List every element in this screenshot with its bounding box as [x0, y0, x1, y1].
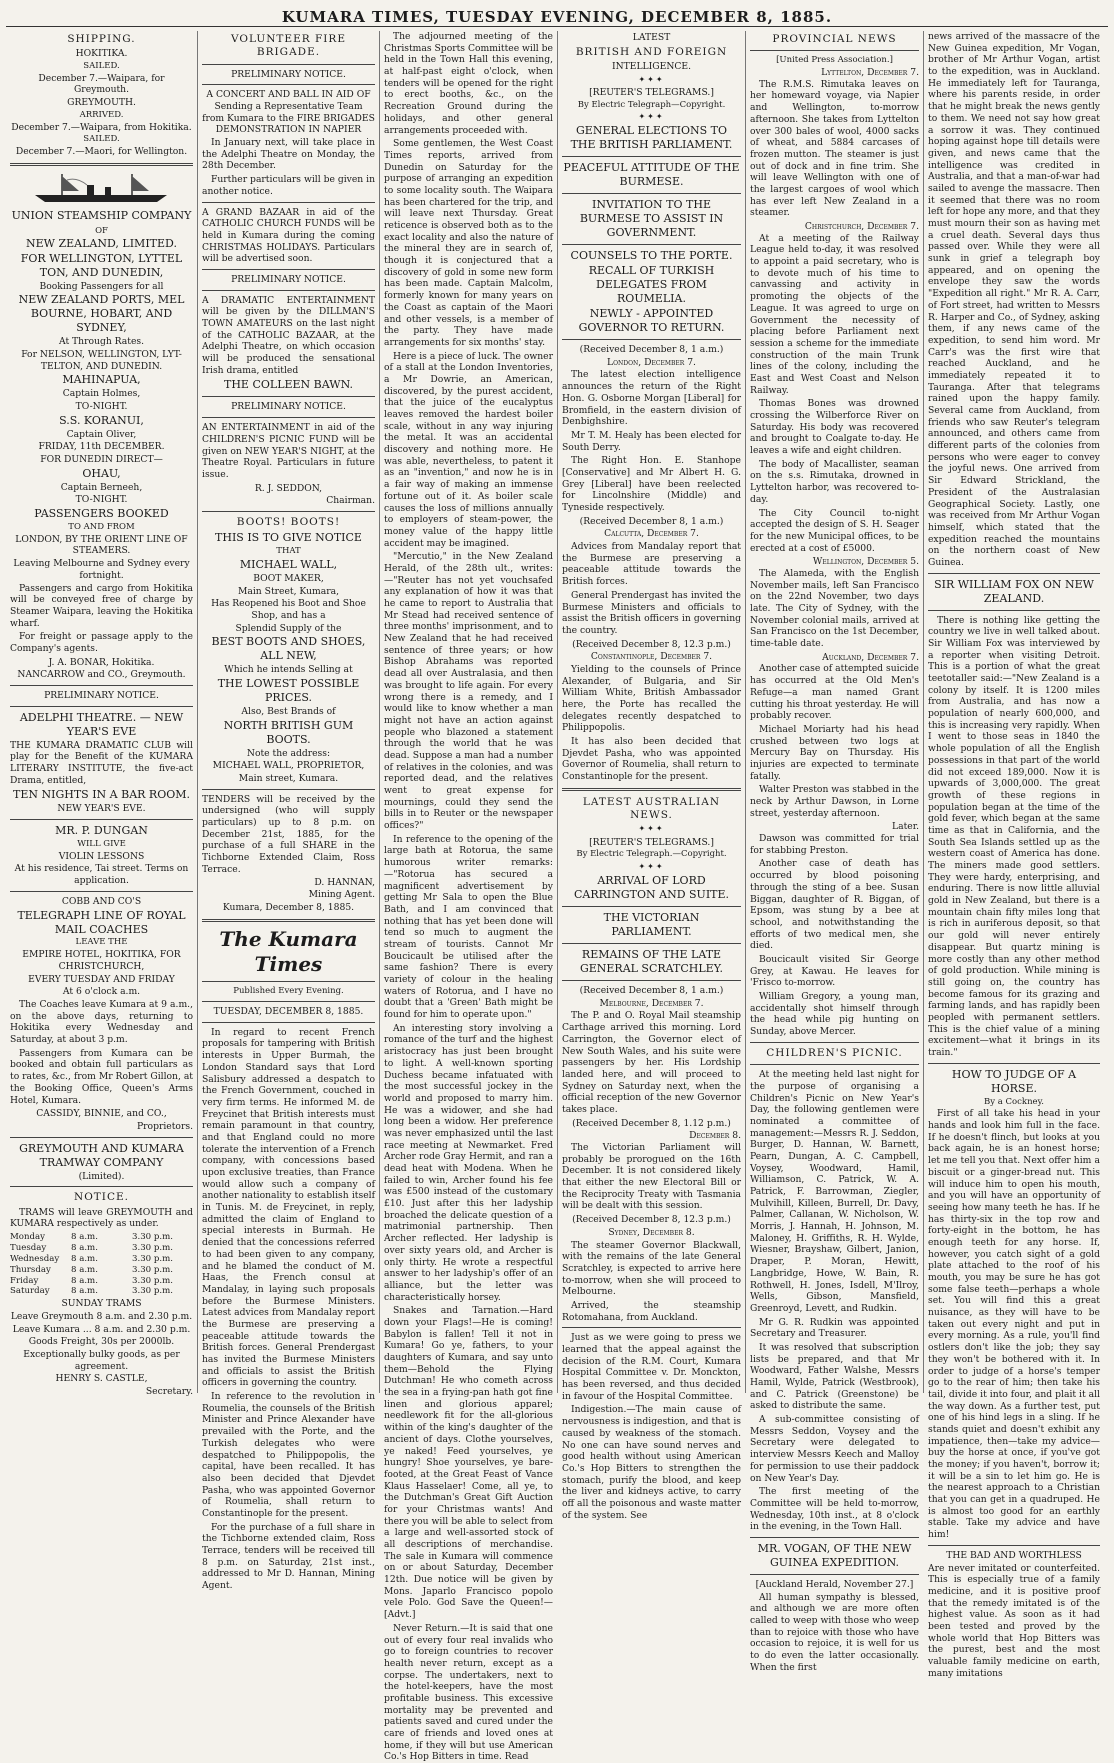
route-heading: For NELSON, WELLINGTON, LYT- TELTON, AND DUNEDIN.	[21, 348, 182, 372]
divider	[202, 64, 375, 65]
cargo-notice: Passengers and cargo from Hokitika will be conveyed free of charge by Steamer Waipara, leaving the Hokitika wharf.	[10, 582, 193, 629]
boot-maker: BOOT MAKER,	[253, 572, 324, 584]
news-paragraph: Advices from Mandalay report that the Burmese are preserving a peaceable attitude towards the British forces.	[562, 541, 741, 588]
divider	[202, 1022, 375, 1023]
horse-heading: HOW TO JUDGE OF A HORSE.	[951, 1067, 1077, 1095]
headline: GENERAL ELECTIONS TO THE BRITISH PARLIAMENT.	[570, 124, 733, 152]
hannan-name: D. HANNAN,	[314, 877, 375, 889]
ship-name: S.S. KORANUI,	[59, 413, 144, 427]
headline: REMAINS OF THE LATE GENERAL SCRATCHLEY.	[579, 948, 724, 976]
editorial-paragraph: In regard to recent French proposals for tampering with British interests in Upper Burmah, the London Standard says that Lord Salisbury addressed a despatch to the French Government, couched in very firm terms. He informed M. de Freycinet that British interests must remain paramount in that country, and that England could no more tolerate the intervention of a French company, with concessions based upon exclusive treaties, than France would allow such a company of another nationality to establish itself in Tunis. M. de Freycinet, in reply, admitted the claim of England to special interests in Burmah. He denied that the concessions referred to had been given to any company, and he blamed the conduct of M. Haas, the French consul at Mandalay, in laying such proposals before the Burmese Ministers. Latest advices from Mandalay report the Burmese are preserving a peaceable attitude towards the British forces. General Prendergast has invited the Burmese Ministers and officials to assist the British officers in governing the country.	[202, 1026, 375, 1389]
news-paragraph: All human sympathy is blessed, and although we are more often called to weep with those who weep than to rejoice with those who have occasion to rejoice, it is well for us to do even the latter occasionally. When the first	[750, 1591, 919, 1673]
divider	[10, 685, 193, 686]
divider	[202, 511, 375, 512]
news-paragraph: Boucicault visited Sir George Grey, at Kawau. He leaves for 'Frisco to-morrow.	[750, 953, 919, 989]
colleen-bawn: THE COLLEEN BAWN.	[224, 378, 353, 392]
masthead: KUMARA TIMES, TUESDAY EVENING, DECEMBER 8, 1885.	[6, 8, 1108, 27]
news-paragraph: The steamer Governor Blackwall, with the remains of the late General Scratchley, is expected to arrive here to-morrow, when she will proceed to Melbourne.	[562, 1239, 741, 1298]
received-line: (Received December 8, 12.3 p.m.)	[572, 638, 731, 650]
coaches-text: The Coaches leave Kumara at 9 a.m., on the above days, returning to Hokitika every Wednesday and Saturday, at about 3 p.m.	[10, 999, 193, 1046]
news-paragraph: General Prendergast has invited the Burmese Ministers and officials to assist the British officers in governing the country.	[562, 589, 741, 636]
news-paragraph: The R.M.S. Rimutaka leaves on her homeward voyage, via Napier and Wellington, to-morrow afternoon. She takes from Lyttelton over 300 bales of wool, 4000 sacks of wheat, and 5884 carcases of frozen mutton. The steamer is just out of dock and in fine trim. She will leave Wellington with one of the largest cargoes of wool which has ever left New Zealand in a steamer.	[750, 78, 919, 219]
divider	[562, 943, 741, 944]
divider	[10, 163, 193, 166]
news-paragraph: The Alameda, with the English November mails, left San Francisco on the 22nd November, two days late. The City of Sydney, with the November colonial mails, arrived at San Francisco on the 1st December, time-table date.	[750, 567, 919, 650]
divider	[10, 819, 193, 820]
orient-line: LONDON, BY THE ORIENT LINE OF STEAMERS.	[15, 533, 188, 557]
divider	[202, 981, 375, 982]
timetable-row: Thursday 8 a.m. 3.30 p.m.	[10, 1264, 173, 1275]
headline: NEWLY - APPOINTED GOVERNOR TO RETURN.	[578, 307, 725, 335]
intelligence-heading: INTELLIGENCE.	[611, 61, 692, 73]
fox-heading: SIR WILLIAM FOX ON NEW ZEALAND.	[934, 577, 1094, 605]
article-paragraph: The adjourned meeting of the Christmas Sports Committee will be held in the Town Hall this evening, at half-past eight o'clock, when tenders will be opened for the right to erect booths, &c., on the Recreation Ground during the holidays, and other general arrangements proceeded with.	[384, 31, 553, 136]
secretary: Secretary.	[145, 1386, 193, 1398]
sailed-label: SAILED.	[83, 61, 120, 72]
divider	[10, 1137, 193, 1138]
north-british: NORTH BRITISH GUM BOOTS.	[223, 718, 354, 746]
timetable-row: Wednesday 8 a.m. 3.30 p.m.	[10, 1253, 173, 1264]
copyright-line: By Electric Telegraph—Copyright.	[577, 99, 726, 110]
residence: At his residence, Tai street. Terms on application.	[14, 863, 189, 887]
union-steamship-title: UNION STEAMSHIP COMPANY OF NEW ZEALAND, LIMITED.	[11, 208, 192, 250]
sailed-label: SAILED.	[83, 134, 120, 145]
preliminary-notice: PRELIMINARY NOTICE.	[231, 68, 346, 80]
new-years-eve: NEW YEAR'S EVE.	[57, 803, 146, 815]
dateline: December 8.	[689, 1130, 741, 1142]
press-association: [United Press Association.]	[776, 55, 893, 66]
captain: Captain Oliver,	[66, 428, 137, 440]
passengers-booked: PASSENGERS BOOKED	[34, 507, 169, 521]
divider	[202, 789, 375, 790]
preliminary-notice: PRELIMINARY NOTICE.	[44, 690, 159, 702]
dateline: Melbourne, December 7.	[599, 997, 704, 1009]
freight-notice: For freight or passage apply to the Company's agents.	[10, 631, 193, 654]
news-paragraph: The first meeting of the Committee will be held to-morrow, Wednesday, 10th inst., at 8 o'clock in the evening, in the Town Hall.	[750, 1486, 919, 1533]
dateline: London, December 7.	[607, 356, 696, 368]
concert-ad: A CONCERT AND BALL IN AID OF Sending a Representative Team from Kumara to the FIRE BRIGADES DEMONSTRATION IN NAPIER	[202, 89, 375, 136]
kumara-date: Kumara, December 8, 1885.	[222, 901, 355, 913]
news-paragraph: There is nothing like getting the country we live in well talked about. Sir William Fox was interviewed by a reporter when visiting Detroit. This is a portion of what the great teetotaller said:—"New Zealand is a colony by itself. It is 1200 miles from Australia, and has now a population of nearly 600,000, and this is increasing very rapidly. When I went to those seas in 1840 the whole population of all the English possessions in that part of the world did not exceed 189,000. Now it is upwards of 3,000,000. The great growth of these regions in population began at the time of the gold fever, which began at the same time as that in California, and the South Sea Islands settled up as the western coast of America has done. The miners made good settlers. They were hardy, enterprising, and enduring. There is now little alluvial gold in New Zealand, but there is a mountain chain fifty miles long that is rich in auriferous deposit, so that our gold will never entirely disappear. But quartz mining is more costly than any other method of gold production. While mining is still going on, the country has become famous for its grazing and farming lands, and has rapidly been peopled with permanent settlers. This is the chief value of a mining excitement—what it brings in its train."	[928, 614, 1100, 1058]
newspaper-nameplate: The Kumara Times	[219, 926, 358, 976]
timetable-row: Monday 8 a.m. 3.30 p.m.	[10, 1231, 173, 1242]
dateline: Christchurch, December 7.	[804, 221, 919, 233]
that-label: THAT	[276, 546, 301, 557]
divider	[202, 269, 375, 270]
news-paragraph: William Gregory, a young man, accidentally shot himself through the head while pig hunting on Sunday, above Mercer.	[750, 991, 919, 1038]
divider	[750, 50, 919, 51]
article-paragraph: In reference to the opening of the large bath at Rotorua, the same humorous writer remarks:—"Rotorua has secured a magnificent advertisement by getting Mr Sala to open the Blue Bath, and I am convinced that nothing that has yet been done will tend so much to augment the stream of tourists. Cannot Mr Boucicault be utilised after the same fashion? There is every variety of colour in the healing waters of Rotorua, and I have no doubt that a 'Green' Bath might be found for him to operate upon."	[384, 833, 553, 1021]
castle-name: HENRY S. CASTLE,	[55, 1373, 148, 1385]
cobb-title: COBB AND CO'S	[61, 895, 142, 907]
sunday-kumara: Leave Kumara ... 8 a.m. and 2.30 p.m.	[12, 1323, 191, 1335]
news-paragraph: At the meeting held last night for the purpose of organising a Children's Picnic on New Year's Day, the following gentlemen were nominated a committee of management:—Messrs R. J. Seddon, Burger, D. Hannan, W. Barnett, Pearn, Dungan, A. C. Campbell, Voysey, Woodward, Hamil, Williamson, C. Patrick, W. A. Patrick, F. Barrowman, Ziegler, Mulvihill, Killeen, Burrell, Dr. Davy, Palmer, Callanan, W. Nicholson, W. Morris, J. Hannah, H. Johnson, M. Maloney, H. Griffiths, R. H. Wylde, Wiesner, Brayshaw, Gilbert, Janion, Draper, P. Moran, Hewitt, Langbridge, Howe, W. Bain, R. Rothwell, H. Jones, Isdell, M'Ilroy, Wells, Gibson, Mansfield, Greenroyd, Levett, and Rudkin.	[750, 1069, 919, 1314]
news-paragraph: Are never imitated or counterfeited. This is especially true of a family medicine, and it is positive proof that the remedy imitated is of the highest value. As soon as it had been tested and proved by the whole world that Hop Bitters was the purest, best and the most valuable family medicine on earth, many imitations	[928, 1562, 1100, 1679]
tramway-title: GREYMOUTH AND KUMARA TRAMWAY COMPANY	[19, 1141, 184, 1169]
divider	[750, 1042, 919, 1043]
sunday-trams: SUNDAY TRAMS	[61, 1298, 142, 1310]
port-greymouth: GREYMOUTH.	[67, 97, 136, 109]
vogan-heading: MR. VOGAN, OF THE NEW GUINEA EXPEDITION.	[757, 1541, 912, 1569]
news-paragraph: Thomas Bones was drowned crossing the Wilberforce River on Saturday. His body was recovered and brought to Coalgate to-day. He leaves a wife and eight children.	[750, 398, 919, 457]
dateline: Lyttelton, December 7.	[821, 67, 919, 79]
dateline: Calcutta, December 7.	[604, 528, 699, 540]
divider	[562, 980, 741, 981]
divider	[750, 1064, 919, 1065]
news-paragraph: It has also been decided that Djevdet Pasha, who was appointed Governor of Roumelia, shall return to Constantinople for the present.	[562, 736, 741, 783]
received-line: (Received December 8, 1 a.m.)	[579, 344, 724, 356]
shipping-heading: SHIPPING.	[67, 33, 136, 45]
divider	[202, 396, 375, 397]
trams-text: TRAMS will leave GREYMOUTH and KUMARA respectively as under.	[10, 1206, 193, 1230]
ornament: ✦✦✦	[638, 862, 665, 872]
empire-hotel: EMPIRE HOTEL, HOKITIKA, FOR CHRISTCHURCH,	[22, 949, 181, 972]
ornament: ✦✦✦	[638, 74, 665, 84]
received-line: (Received December 8, 1 a.m.)	[579, 515, 724, 527]
news-paragraph: Mr G. R. Rudkin was appointed Secretary and Treasurer.	[750, 1316, 919, 1340]
headline: PEACEFUL ATTITUDE OF THE BURMESE.	[563, 161, 740, 189]
will-give: WILL GIVE	[77, 839, 126, 850]
booking-text: Booking Passengers for all	[39, 280, 164, 292]
divider	[750, 1537, 919, 1538]
article-paragraph: Snakes and Tarnation.—Hard down your Flags!—He is coming! Babylon is fallen! Tell it not in Kumara! Go ye, fathers, to your daughters of Kumara, and say unto them—Behold the Flying Dutchman! He who cometh across the sea in a frying-pan hath got fine linen and glorious apparel; needlework fit for the all-glorious within of the king's daughter of the ancient of days. Clothe yourselves, ye naked! Feed yourselves, ye hungry! Shoe yourselves, ye bare-footed, at the Great Feast of Vance Klaus Hasselaer! Come, all ye, to the Dutchman's Great Gift Auction for your Christmas wants! And there you will be able to select from a large and well-assorted stock of all descriptions of merchandise. The sale in Kumara will commence on or about Saturday, December 12th. Due notice will be given by Mons. Japarlo Francisco popolo vele Polo. God Save the Queen!—[Advt.]	[384, 1305, 553, 1621]
news-paragraph: The body of Macallister, seaman on the s.s. Rimutaka, drowned in Lyttelton harbor, was recovered to-day.	[750, 458, 919, 505]
divider	[562, 339, 741, 340]
seddon-name: R. J. SEDDON,	[254, 482, 323, 494]
dateline: Sydney, December 8.	[608, 1226, 695, 1238]
volunteer-heading: VOLUNTEER FIRE BRIGADE.	[230, 33, 347, 59]
divider	[202, 84, 375, 85]
editorial-paragraph: In reference to the revolution in Roumelia, the counsels of the British Minister and Prince Alexander have prevailed with the Porte, and the Turkish delegates who were despatched to Philippopolis, the capital, have been recalled. It has also been decided that Djevdet Pasha, who was appointed Governor of Roumelia, shall return to Constantinople for the present.	[202, 1391, 375, 1519]
divider	[562, 193, 741, 194]
divider	[202, 1001, 375, 1002]
news-paragraph: The City Council to-night accepted the design of S. H. Seager for the new Municipal offices, to be erected at a cost of £5000.	[750, 507, 919, 554]
passengers-from-text: Passengers from Kumara can be booked and obtain full particulars as to rates, &c., from Mr Robert Gillon, at the Booking Office, Queen's Arms Hotel, Kumara.	[10, 1047, 193, 1106]
ornament: ✦✦✦	[638, 112, 665, 122]
divider	[562, 906, 741, 907]
bad-worthless-heading: THE BAD AND WORTHLESS	[946, 1549, 1082, 1561]
british-foreign-heading: BRITISH AND FOREIGN	[575, 45, 728, 58]
news-paragraph: Another case of attempted suicide has occurred at the Old Men's Refuge—a man named Grant cutting his throat yesterday. He will probably recover.	[750, 663, 919, 722]
news-paragraph: The Victorian Parliament will probably be prorogued on the 16th December. It is not considered likely that either the new Electoral Bill or the Reciprocity Treaty with Tasmania will be dealt with this session.	[562, 1142, 741, 1212]
shipping-entry: December 7.—Waipara, from Hokitika.	[11, 121, 192, 133]
six-oclock: At 6 o'clock a.m.	[62, 986, 141, 998]
latest-label: LATEST	[632, 32, 671, 43]
limited: (Limited).	[78, 1170, 125, 1182]
divider	[10, 891, 193, 892]
news-paragraph: Indigestion.—The main cause of nervousness is indigestion, and that is caused by weakness of the stomach. No one can have sound nerves and good health without using American Co.'s Hop Bitters to strengthen the stomach, purify the blood, and keep the liver and kidneys active, to carry off all the poisonous and waste matter of the system. See	[562, 1404, 741, 1521]
received-line: (Received December 8, 1.12 p.m.)	[572, 1117, 731, 1129]
violin-lessons: VIOLIN LESSONS	[58, 850, 145, 862]
latest-australian-heading: LATEST AUSTRALIAN NEWS.	[582, 795, 721, 822]
main-street: Main Street, Kumara,	[237, 585, 339, 597]
childrens-picnic-heading: CHILDREN'S PICNIC.	[766, 1046, 903, 1059]
provincial-news-heading: PROVINCIAL NEWS	[772, 33, 897, 45]
news-paragraph: Michael Moriarty had his head crushed between two logs at Mercury Bay on Thursday. His injuries are expected to terminate fatally.	[750, 723, 919, 782]
column-3	[380, 31, 558, 1763]
michael-wall: MICHAEL WALL,	[239, 558, 338, 572]
bazaar-ad: A GRAND BAZAAR in aid of the CATHOLIC CHURCH FUNDS will be held in Kumara during the coming CHRISTMAS HOLIDAYS. Particulars will be advertised soon.	[202, 206, 375, 265]
shipping-entry: December 7.—Waipara, for Greymouth.	[38, 72, 165, 96]
timetable-row: Tuesday 8 a.m. 3.30 p.m.	[10, 1242, 173, 1253]
further-text: Further particulars will be given in another notice.	[202, 174, 375, 197]
agent-nancarrow: NANCARROW and CO., Greymouth.	[17, 669, 186, 681]
dateline: Wellington, December 5.	[812, 556, 919, 568]
dramatic-club-ad: THE KUMARA DRAMATIC CLUB will play for the Benefit of the KUMARA LITERARY INSTITUTE, the five-act Drama, entitled,	[10, 739, 193, 786]
note-address: Note the address:	[246, 747, 331, 759]
columns	[6, 31, 1108, 1763]
article-paragraph: "Mercutio," in the New Zealand Herald, of the 28th ult., writes:—"Reuter has not yet vouchsafed any explanation of how it was that he came to report to Australia that Mr Stead had received sentence of three months' imprisonment, and to New Zealand that he had received sentence of three years; or how Bishop Abrahams was reported dead all over Australasia, and then was brought to life again. For every wrong there is a remedy, and I would like to know whether a man might not have an action against people who blazoned a statement through the world that he was dead. Suppose a man had a number of relatives in the colonies, and was reported dead, and the relatives went to great expense for mournings, could they send the bills in to Reuter or the newspaper offices?"	[384, 551, 553, 832]
sunday-greymouth: Leave Greymouth 8 a.m. and 2.30 p.m.	[10, 1311, 193, 1323]
divider	[562, 1327, 741, 1328]
divider	[928, 610, 1100, 611]
column-6	[924, 31, 1104, 1679]
port-hokitika: HOKITIKA.	[75, 48, 128, 60]
news-paragraph: Walter Preston was stabbed in the neck by Arthur Dawson, in Lorne street, yesterday afternoon.	[750, 784, 919, 819]
news-paragraph: A sub-committee consisting of Messrs Seddon, Voysey and the Secretary were delegated to interview Messrs Keech and Malloy for permission to use their paddock on New Year's Day.	[750, 1414, 919, 1484]
wall-proprietor: MICHAEL WALL, PROPRIETOR,	[212, 760, 365, 772]
copyright-line: By Electric Telegraph.—Copyright.	[576, 849, 727, 860]
ornament: ✦✦✦	[638, 824, 665, 834]
telegraph-line: TELEGRAPH LINE OF ROYAL MAIL COACHES	[17, 908, 186, 936]
news-paragraph: At a meeting of the Railway League held to-day, it was resolved to appoint a paid secretary, who is to devote much of his time to canvassing and activity in promoting the objects of the League. It was agreed to urge on Government the necessity of placing before Parliament next session a scheme for the immediate construction of the main Trunk lines of the colony, including the East and West Coast and Nelson Railway.	[750, 232, 919, 396]
headline: RECALL OF TURKISH DELEGATES FROM ROUMELIA.	[588, 264, 715, 306]
january-text: In January next, will take place in the Adelphi Theatre on Monday, the 28th December.	[202, 137, 375, 172]
departure: TO-NIGHT.	[75, 400, 128, 412]
article-paragraph: An interesting story involving a romance of the turf and the highest aristocracy has just been brought to light. A well-known sporting Duchess became infatuated with the most successful jockey in the world and proposed to marry him. He was a widower, and she had long been a widow. Her preference was never emphasized until the last race meeting at Newmarket. Fred Archer rode Gray Hermit, and ran a dead heat with Modena. When he failed to win, Archer found his fee was £500 instead of the customary £10. Just after this her ladyship broached the delicate question of a matrimonial partnership. Then Archer reflected. Her ladyship is over sixty years old, and Archer is only thirty. He wrote a respectful answer to her ladyship's offer of an alliance, but the letter was characteristically horsey.	[384, 1022, 553, 1303]
later-label: Later.	[891, 821, 919, 833]
byline: By a Cockney.	[984, 1096, 1044, 1107]
divider	[928, 573, 1100, 574]
timetable-row: Saturday 8 a.m. 3.30 p.m.	[10, 1286, 173, 1297]
leave-the: LEAVE THE	[75, 937, 128, 948]
divider	[562, 244, 741, 245]
nz-ports: NEW ZEALAND PORTS, MEL BOURNE, HOBART, AND SYDNEY,	[18, 293, 185, 335]
notice-heading: NOTICE.	[74, 1191, 129, 1204]
news-paragraph: Yielding to the counsels of Prince Alexander, of Bulgaria, and Sir William White, British Ambassador here, the Porte has recalled the delegates recently despatched to Philippopolis.	[562, 663, 741, 734]
give-notice: THIS IS TO GIVE NOTICE	[215, 531, 362, 545]
ship-name: MAHINAPUA,	[62, 373, 141, 387]
news-paragraph: The latest election intelligence announces the return of the Right Hon. G. Osborne Morgan [Liberal] for Bromfield, in the eastern division of Denbighshire.	[562, 369, 741, 428]
headline: THE VICTORIAN PARLIAMENT.	[603, 911, 700, 939]
ten-nights-title: TEN NIGHTS IN A BAR ROOM.	[13, 788, 190, 802]
divider	[928, 1545, 1100, 1546]
column-2	[198, 31, 380, 1592]
news-paragraph: Arrived, the steamship Rotomahana, from Auckland.	[562, 1299, 741, 1323]
also-brands: Also, Best Brands of	[241, 705, 336, 717]
reopened-text: Has Reopened his Boot and Shoe Shop, and has a	[211, 598, 366, 622]
dateline: Auckland, December 7.	[822, 651, 919, 663]
issue-date: TUESDAY, DECEMBER 8, 1885.	[213, 1006, 364, 1018]
route-heading: FOR WELLINGTON, LYTTEL TON, AND DUNEDIN,	[20, 251, 183, 279]
arrived-label: ARRIVED.	[79, 109, 124, 120]
divider	[750, 1574, 919, 1575]
leaving-fortnight: Leaving Melbourne and Sydney every fortnight.	[13, 558, 190, 581]
timetable-row: Friday 8 a.m. 3.30 p.m.	[10, 1275, 173, 1286]
divider	[10, 706, 193, 707]
news-paragraph: Mr T. M. Healy has been elected for South Derry.	[562, 429, 741, 453]
chairman: Chairman.	[326, 495, 375, 507]
headline: ARRIVAL OF LORD CARRINGTON AND SUITE.	[573, 874, 730, 902]
lowest-prices: THE LOWEST POSSIBLE PRICES.	[217, 677, 360, 705]
received-line: (Received December 8, 1 a.m.)	[579, 985, 724, 997]
column-5	[746, 31, 924, 1673]
news-paragraph: The P. and O. Royal Mail steamship Carthage arrived this morning. Lord Carrington, the Governor elect of New South Wales, and his suite were passengers by her. His Lordship landed here, and will proceed to Sydney on Saturday next, when the official reception of the new Governor takes place.	[562, 1010, 741, 1115]
preliminary-notice: PRELIMINARY NOTICE.	[231, 401, 346, 413]
divider	[928, 1063, 1100, 1064]
reuters-telegrams: [REUTER'S TELEGRAMS.]	[589, 836, 714, 848]
proprietors: Proprietors.	[136, 1120, 193, 1132]
article-paragraph: Here is a piece of luck. The owner of a stall at the London Inventories, a Mr Dowrie, an American, discovered, by the purest accident, that the juice of the eucalyptus leaves removed the hardest boiler scale, without in any way injuring the metal. It was an accidental discovery and nothing more. He was able, nevertheless, to patent it as an "invention," and now he is in a fair way of making an immense fortune out of it. As boiler scale causes the loss of millions annually to employers of steam-power, the money value of the happy little accident may be imagined.	[384, 350, 553, 549]
best-boots: BEST BOOTS AND SHOES, ALL NEW,	[211, 635, 366, 663]
shipping-entry: December 7.—Maori, for Wellington.	[15, 146, 188, 158]
divider	[562, 788, 741, 791]
news-paragraph: It was resolved that subscription lists be prepared, and that Mr Woodward, Father Walshe, Messrs Hamil, Wylde, Patrick (Westbrook), and C. Patrick (Greenstone) be asked to distribute the same.	[750, 1341, 919, 1412]
headline: INVITATION TO THE BURMESE TO ASSIST IN GOVERNMENT.	[579, 198, 724, 240]
adelphi-heading: ADELPHI THEATRE. — NEW YEAR'S EVE	[19, 710, 184, 738]
received-line: (Received December 8, 12.3 p.m.)	[572, 1214, 731, 1226]
published-every-evening: Published Every Evening.	[233, 986, 344, 997]
headline: COUNSELS TO THE PORTE.	[570, 249, 733, 263]
dramatic-entertainment-ad: A DRAMATIC ENTERTAINMENT will be given by the DILLMAN'S TOWN AMATEURS on the last night of the CATHOLIC BAZAAR, at the Adelphi Theatre, on which occasion will be produced the sensational Irish drama, entitled	[202, 294, 375, 376]
dungan-name: MR. P. DUNGAN	[55, 824, 148, 838]
through-rates: At Through Rates.	[58, 336, 145, 348]
divider	[202, 290, 375, 291]
news-paragraph: The Right Hon. E. Stanhope [Conservative] and Mr Albert H. G. Grey [Liberal] have been reelected for Lincolnshire (Middle) and Tyneside respectively.	[562, 455, 741, 514]
reuters-telegrams: [REUTER'S TELEGRAMS.]	[589, 86, 714, 98]
editorial-paragraph: For the purchase of a full share in the Tichborne extended claim, Ross Terrace, tenders will be received till 8 p.m. on Saturday, 21st inst., addressed to Mr D. Hannan, Mining Agent.	[202, 1521, 375, 1592]
news-paragraph: Just as we were going to press we learned that the appeal against the decision of the R.M. Court, Kumara Hospital Committee v. Dr. Monckton, has been reversed, and thus decided in favour of the Hospital Committee.	[562, 1332, 741, 1402]
article-paragraph: Never Return.—It is said that one out of every four real invalids who go to foreign countries to recover health never return, except as a corpse. The undertakers, next to the hotel-keepers, have the most profitable business. This excessive mortality may be prevented and patients saved and cured under the care of friends and loved ones at home, if they will but use American Co.'s Hop Bitters in time. Read	[384, 1622, 553, 1763]
divider	[202, 919, 375, 922]
route-heading: FOR DUNEDIN DIRECT—	[40, 453, 163, 465]
column-1	[6, 31, 198, 1398]
preliminary-notice: PRELIMINARY NOTICE.	[231, 273, 346, 285]
news-paragraph: news arrived of the massacre of the New Guinea expedition, Mr Vogan, brother of Mr Arthur Vogan, artist to the expedition, was in Auckland. He immediately left for Tauranga, where his parents reside, in order that he might break the news gently to them. We need not say how great a sorrow it was. They continued hoping against hope till details were given, and news came that the intelligence was credited in Australia, and that a man-of-war had sailed to avenge the massacre. Then it seemed that there was no room left for hope any more, and that they must mourn their son as having met a cruel death. Several days thus passed over. While they were all sunk in grief a telegraph boy appeared, and on opening the envelope they saw the words "Expedition all right." Mr R. A. Carr, of Fort street, had written to Messrs R. Harper and Co., of Sydney, asking them, if any news came of the expedition, to send him word. Mr Carr's was the first wire that reached Auckland, and he immediately repeated it to Tauranga. After that telegrams rained upon the happy family. Several came from Auckland, from friends who saw Reuter's telegram announced, and others came from different parts of the colonies from persons who were eager to convey the joyful news. One arrived from Sir Edward Strickland, the President of the Australasian Geographical Society. Lastly, one was received from Mr Arthur Vogan himself, which stated that the expedition reached the mountains on the northern coast of New Guinea.	[928, 31, 1100, 568]
divider	[202, 202, 375, 203]
article-paragraph: Some gentlemen, the West Coast Times reports, arrived from Dunedin on Saturday for the purpose of arranging an expedition to some locality south. The Waipara has been chartered for the trip, and will leave next Thursday. Great reticence is observed both as to the exact locality and also the nature of the mineral they are in search of, though it is conjectured that a discovery of gold in some new form has been made. Captain Malcolm, formerly known for many years on the Coast as captain of the Maori and other vessels, is a member of the party. They have made arrangements for six months' stay.	[384, 138, 553, 348]
news-paragraph: Dawson was committed for trial for stabbing Preston.	[750, 833, 919, 856]
to-and-from: TO AND FROM	[68, 521, 135, 532]
cassidy: CASSIDY, BINNIE, and CO.,	[36, 1108, 167, 1120]
mining-agent: Mining Agent.	[308, 889, 375, 901]
boots-heading: BOOTS! BOOTS!	[236, 515, 341, 528]
intends-selling: Which he intends Selling at	[224, 664, 353, 676]
tenders-ad: TENDERS will be received by the undersigned (who will supply particulars) up to 8 p.m. on December 21st, 1885, for the purchase of a full SHARE in the Tichborne Extended Claim, Ross Terrace.	[202, 793, 375, 875]
news-paragraph: First of all take his head in your hands and look him full in the face. If he doesn't flinch, but looks at you back again, he is an honest horse; let me tell you that. Next offer him a biscuit or a ginger-bread nut. This will induce him to open his mouth, and you will have an opportunity of seeing how many teeth he has. If he has thirty-six in the top row and forty-eight in the bottom, he has enough teeth for any horse. If, however, you catch sight of a gold plate attached to the roof of his mouth, you may be sure he has got some false teeth—perhaps a whole set. You will find this a great nuisance, as they will have to be taken out every night and put in every morning. As a rule, you'll find ostlers don't like the job; they say they won't be bothered with it. In order to judge of a horse's temper go to the rear of him; then take his tail, divide it into four, and plait it all the way down. As a further test, put one of his hind legs in a sling. If he stands quiet and doesn't exhibit any impatience, then—take my advice—buy the horse at once, if you've got the money; if you haven't, borrow it; it will be a sin to let him go. He is the nearest approach to a Christian that you can get in a quadruped. He is almost too good for an earthly stable. Take my advice and have him!	[928, 1108, 1100, 1541]
agent-bonar: J. A. BONAR, Hokitika.	[48, 656, 155, 668]
main-street: Main street, Kumara.	[238, 772, 339, 784]
divider	[10, 1186, 193, 1187]
tram-timetable	[10, 1232, 193, 1297]
goods-freight: Goods Freight, 30s per 2000lb.	[28, 1336, 175, 1348]
divider	[562, 156, 741, 157]
bulky-goods: Exceptionally bulky goods, as per agreement.	[23, 1349, 180, 1372]
news-paragraph: Another case of death has occurred by blood poisoning through the sting of a bee. Susan Biggan, daughter of R. Biggan, of Epsom, was stung by a bee at school, and notwithstanding the efforts of two medical men, she died.	[750, 858, 919, 952]
every-tuesday-friday: EVERY TUESDAY AND FRIDAY	[28, 973, 175, 985]
dateline: Constantinople, December 7.	[590, 651, 713, 663]
steamship-illustration	[27, 171, 177, 205]
captain: Captain Berneeh,	[60, 481, 143, 493]
entertainment-ad: AN ENTERTAINMENT in aid of the CHILDREN'S PICNIC FUND will be given on NEW YEAR'S NIGHT, at the Theatre Royal. Particulars in future issue.	[202, 422, 375, 480]
divider	[202, 417, 375, 418]
ship-name: OHAU,	[82, 466, 121, 480]
column-4	[558, 31, 746, 1521]
departure: TO-NIGHT.	[75, 494, 128, 506]
captain: Captain Holmes,	[62, 388, 141, 400]
splendid-supply: Splendid Supply of the	[235, 622, 342, 634]
herald-source: [Auckland Herald, November 27.]	[755, 1578, 914, 1590]
departure: FRIDAY, 11th DECEMBER.	[38, 441, 165, 453]
